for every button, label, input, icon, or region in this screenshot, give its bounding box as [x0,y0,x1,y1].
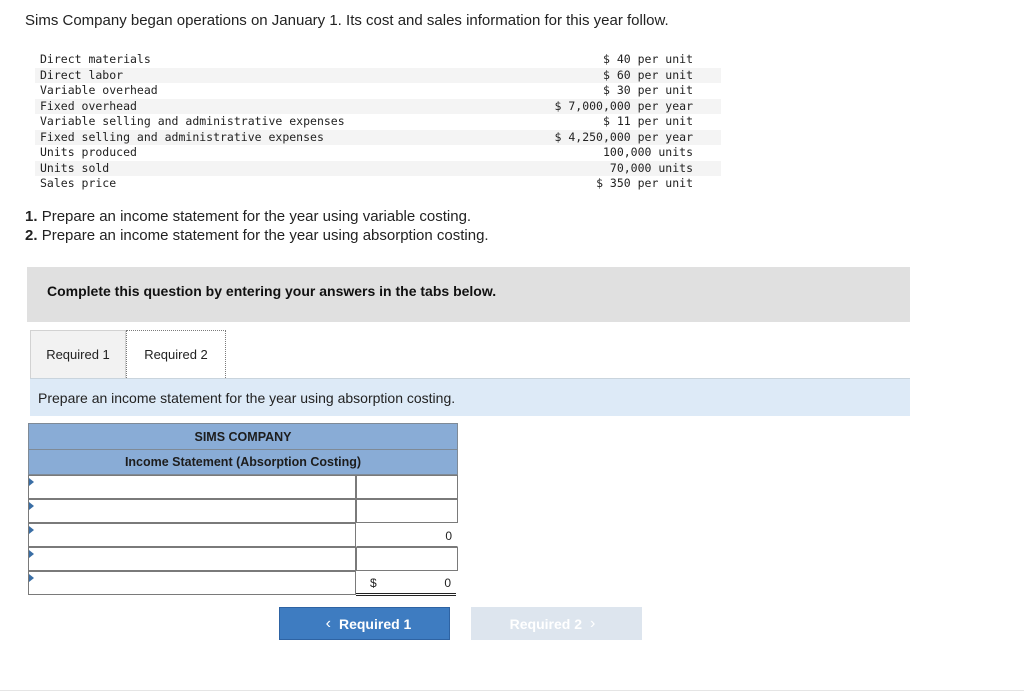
cost-value: $ 60 per unit [479,68,721,84]
cost-label: Units produced [40,145,137,159]
cost-value: 100,000 units [602,145,693,159]
table-row [35,83,721,99]
amount-value: 0 [445,529,452,543]
cost-value: 70,000 units [479,161,721,177]
row-label-input[interactable] [28,547,356,571]
row-label-input[interactable] [28,571,356,595]
row-amount-total [356,571,456,596]
row-label-input[interactable] [28,475,356,499]
tab-required-2[interactable]: Required 2 [126,330,226,378]
banner-text: Complete this question by entering your answers in the tabs below. [47,283,497,299]
cost-label: Direct labor [35,68,479,84]
amount-value: 0 [444,576,451,590]
statement-company: SIMS COMPANY [28,423,458,450]
cost-label: Fixed overhead [35,99,479,115]
cost-value: $ 350 per unit [596,176,693,190]
statement-title: Income Statement (Absorption Costing) [28,450,458,475]
table-row [35,145,721,161]
requirement-number: 1. [25,208,38,225]
table-row [35,99,721,115]
instruction-text: Prepare an income statement for the year using absorption costing. [38,390,456,406]
footer-divider [0,690,1024,691]
requirement-text: Prepare an income statement for the year using variable costing. [41,208,472,225]
row-label-input[interactable] [28,499,356,523]
chevron-left-icon: ‹ [325,614,331,632]
dropdown-marker-icon [29,478,34,486]
statement-row [28,571,458,595]
next-button-label: Required 2 [509,615,583,632]
requirement-text: Prepare an income statement for the year using absorption costing. [41,227,489,244]
cost-label: Variable overhead [40,83,158,97]
cost-value: $ 4,250,000 per year [479,130,721,146]
requirement-number: 2. [25,227,38,244]
next-required-button [471,607,642,640]
table-row [35,68,721,84]
table-row [35,161,721,177]
requirements-list [25,207,489,245]
table-row [35,52,721,68]
table-row [35,114,721,130]
table-row [35,130,721,146]
dropdown-marker-icon [29,574,34,582]
chevron-right-icon: › [590,614,596,632]
cost-label: Direct materials [40,52,151,66]
cost-value: $ 30 per unit [602,83,693,97]
requirement-item [25,207,489,226]
cost-value: $ 11 per unit [602,114,693,128]
table-row [35,176,721,192]
requirement-item [25,226,489,245]
cost-label: Units sold [35,161,479,177]
tab-instruction [30,379,910,416]
dropdown-marker-icon [29,526,34,534]
statement-row [28,523,458,547]
row-label-input[interactable] [28,523,356,547]
cost-value: $ 40 per unit [602,52,693,66]
row-amount-input[interactable] [356,547,458,571]
dropdown-marker-icon [29,502,34,510]
cost-info-table [35,52,721,192]
prev-button-label: Required 1 [338,615,412,632]
instructions-banner [27,267,910,322]
row-amount-total [356,523,458,547]
currency-symbol: $ [370,576,377,590]
problem-intro: Sims Company began operations on January 1. Its cost and sales information for this year follow. [25,12,669,29]
statement-row [28,475,458,499]
income-statement [28,423,458,595]
cost-label: Variable selling and administrative expenses [40,114,345,128]
prev-required-button[interactable] [279,607,450,640]
cost-label: Sales price [40,176,117,190]
row-amount-input[interactable] [356,499,458,523]
cost-label: Fixed selling and administrative expenses [35,130,479,146]
dropdown-marker-icon [29,550,34,558]
statement-row [28,499,458,523]
tab-required-1[interactable]: Required 1 [30,330,126,378]
cost-value: $ 7,000,000 per year [479,99,721,115]
row-amount-input[interactable] [356,475,458,499]
statement-row [28,547,458,571]
